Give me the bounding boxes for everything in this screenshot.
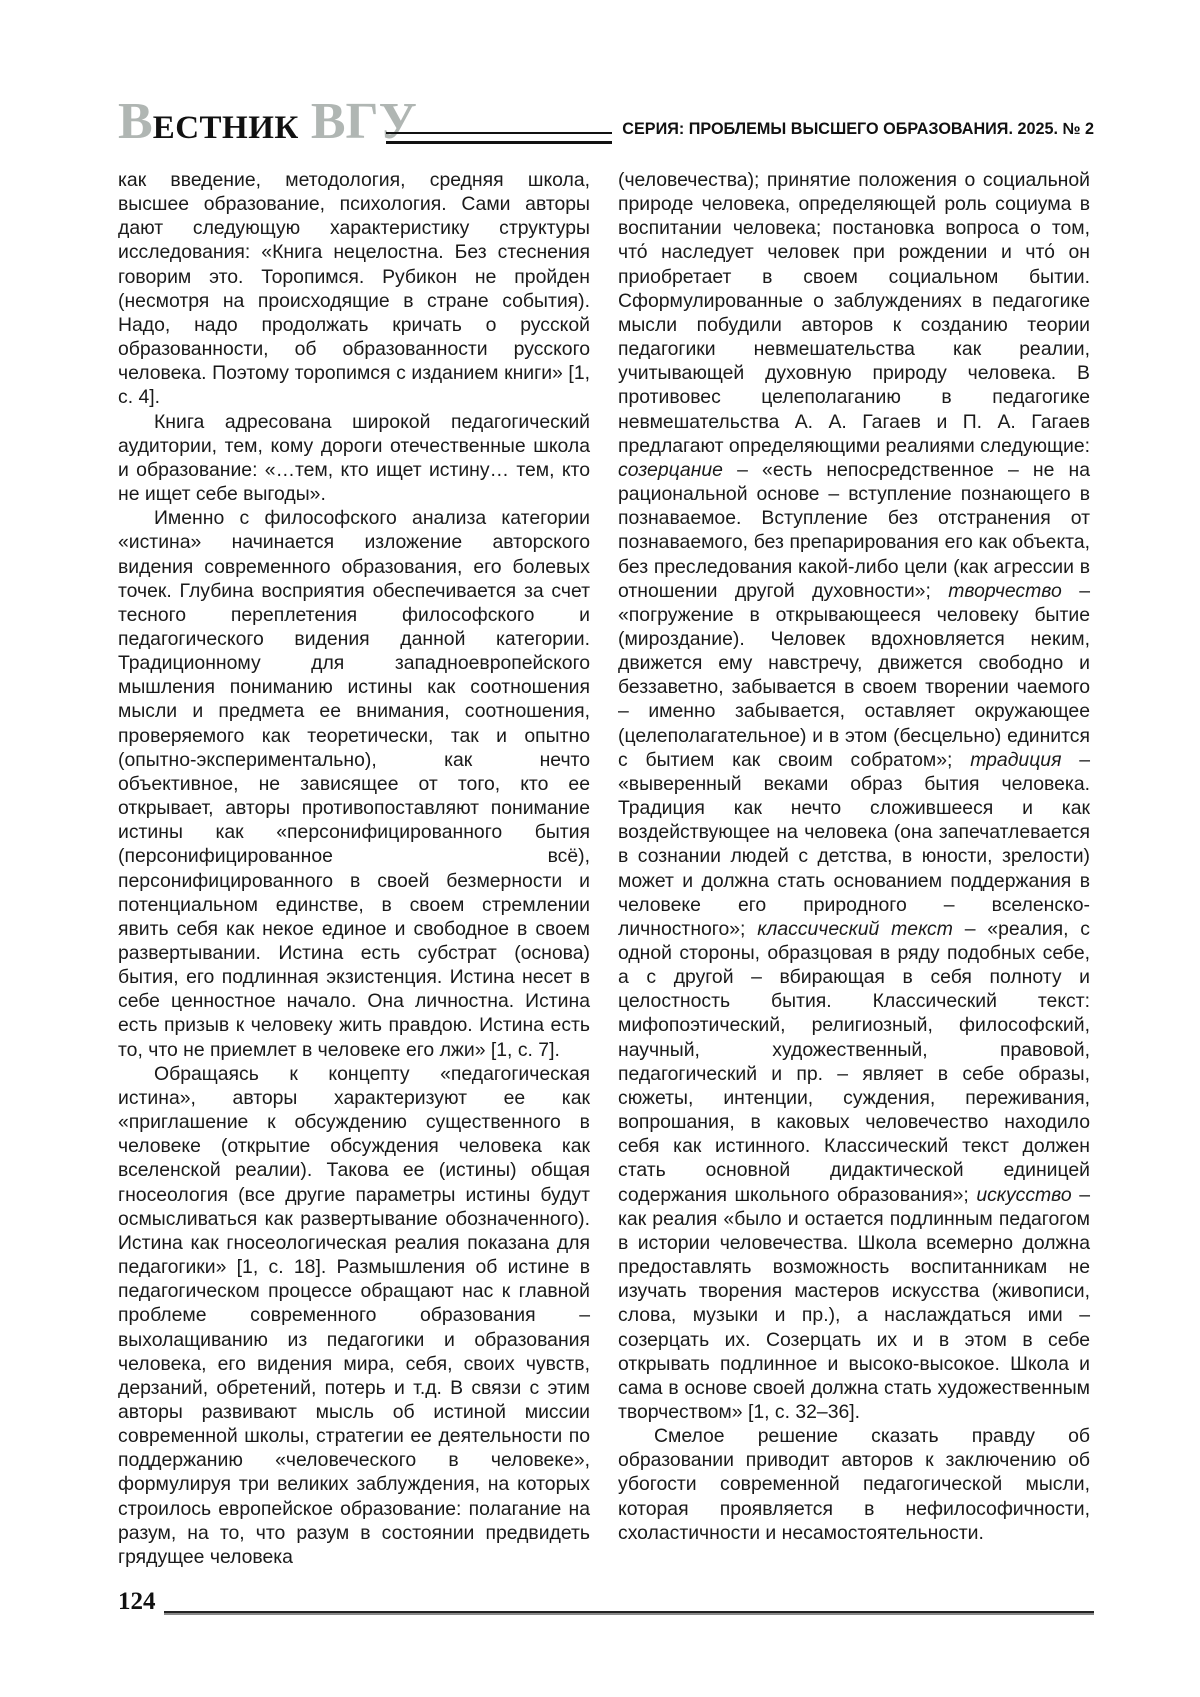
paragraph: Именно с философского анализа категории «истина» начинается изложение авторского видения современного образования, его болевых точек. Глубина восприятия обеспечивается за счет тесного переплетения философского и педагогического видения данной категории. Традиционному для западноевропейского мышления пониманию истины как соотношения мысли и предмета ее внимания, соотношения, проверяемого как теоретически, так и опытно (опытно-экспериментально), как нечто объективное, не зависящее от того, кто ее открывает, авторы противопоставляют понимание истины как «персонифицированного бытия (персонифицированное всё), персонифицированного в своей безмерности и потенциальном единстве, в своем стремлении явить себя как некое единое и свободное в своем развертывании. Истина есть субстрат (основа) бытия, его подлинная экзистенция. Истина несет в себе ценностное начало. Она личностна. Истина есть призыв к человеку жить правдою. Истина есть то, что не приемлет в человеке его лжи» [1, с. 7]. xyxy=(118,507,590,1061)
journal-logo xyxy=(118,93,417,150)
page-number: 124 xyxy=(118,1588,156,1615)
header-rule xyxy=(386,132,612,144)
text-run: – «погружение в открывающееся человеку бытие (мироздание). Человек вдохновляется неким, движется ему навстречу, движется свободно и беззаветно, забывается в своем творении чаемого – именно забывается, оставляет окружающее (целеполагательное) и в этом (бесцельно) единится с бытием как своим собратом»; xyxy=(618,579,1090,771)
footer-rule xyxy=(164,1611,1094,1613)
series-title: СЕРИЯ: ПРОБЛЕМЫ ВЫСШЕГО ОБРАЗОВАНИЯ. 2025. № 2 xyxy=(622,120,1094,138)
left-column xyxy=(118,168,590,1569)
text-run: – как реалия «было и остается подлинным педагогом в истории человечества. Школа всемерно должна предоставлять возможность воспитанникам не изучать творения мастеров искусства (живописи, слова, музыки и пр.), а наслаждаться ими – созерцать их. Созерцать их и в этом в себе открывать подлинное и высоко-высокое. Школа и сама в основе своей должна стать художественным творчеством» [1, с. 32–36]. xyxy=(618,1183,1090,1423)
paragraph xyxy=(618,168,1090,1424)
term-italic: искусство xyxy=(976,1183,1072,1206)
running-header xyxy=(118,93,1094,150)
right-column xyxy=(618,168,1090,1545)
logo-abbr: ВГУ xyxy=(310,93,417,150)
paragraph: Обращаясь к концепту «педагогическая истина», авторы характеризуют ее как «приглашение к обсуждению существенного в человеке (открытие обсуждения человека как вселенской реалии). Такова ее (истины) общая гносеология (все другие параметры истины будут осмысливаться как развертывание обозначенного). Истина как гносеологическая реалия показана для педагогики» [1, с. 18]. Размышления об истине в педагогическом процессе обращают нас к главной проблеме современного образования – выхолащиванию из педагогики и образования человека, его видения мира, себя, своих чувств, дерзаний, обретений, потерь и т.д. В связи с этим авторы развивают мысль об истиной миссии современной школы, стратегии ее деятельности по поддержанию «человеческого в человеке», формулируя три великих заблуждения, на которых строилось европейское образование: полагание на разум, на то, что разум в состоянии предвидеть грядущее человека xyxy=(118,1062,590,1568)
logo-initial: В xyxy=(118,93,153,150)
term-italic: созерцание xyxy=(618,458,723,481)
paragraph: Книга адресована широкой педагогический аудитории, тем, кому дороги отечественные школа и образование: «…тем, кто ищет истину… тем, кто не ищет себе выгоды». xyxy=(118,410,590,506)
term-italic: творчество xyxy=(948,579,1062,602)
text-run: – «реалия, с одной стороны, образцовая в ряду подобных себе, а с другой – вбирающая в себя полноту и целостность бытия. Классический текст: мифопоэтический, религиозный, философский, научный, художественный, правовой, педагогический и пр. – являет в себе образы, сюжеты, интенции, суждения, переживания, вопрошания, в каковых человечество находило себя как истинного. Классический текст должен стать основной дидактической единицей содержания школьного образования»; xyxy=(618,917,1090,1206)
text-run: (человечества); принятие положения о социальной природе человека, определяющей роль социума в воспитании человека; постановка вопроса о том, что́ наследует человек при рождении и что́ он приобретает в своем социальном бытии. Сформулированные о заблуждениях в педагогике мысли побудили авторов к созданию теории педагогики невмешательства как реалии, учитывающей духовную природу человека. В противовес целеполаганию в педагогике невмешательства А. А. Гагаев и П. А. Гагаев предлагают определяющими реалиями следующие: xyxy=(618,169,1090,457)
text-run: – «выверенный веками образ бытия человека. Традиция как нечто сложившееся и как воздействующее на человека (она запечатлевается в сознании людей с детства, в юности, зрелости) может и должна стать основанием поддержания в человеке его природного – вселенско-личностного»; xyxy=(618,748,1090,940)
text-run: – «есть непосредственное – не на рациональной основе – вступление познающего в познаваемое. Вступление без отстранения от познаваемого, без препарирования его как объекта, без преследования какой-либо цели (как агрессии в отношении другой духовности»; xyxy=(618,458,1090,602)
page-footer xyxy=(118,1588,1094,1618)
term-italic: традиция xyxy=(970,748,1062,771)
paragraph: Смелое решение сказать правду об образовании приводит авторов к заключению об убогости современной педагогической мысли, которая проявляется в нефилософичности, схоластичности и несамостоятельности. xyxy=(618,1425,1090,1544)
logo-word: ЕСТНИК xyxy=(152,110,299,146)
term-italic: классический текст xyxy=(757,917,953,940)
paragraph: как введение, методология, средняя школа, высшее образование, психология. Сами авторы дают следующую характеристику структуры исследования: «Книга нецелостна. Без стеснения говорим это. Торопимся. Рубикон не пройден (несмотря на происходящие в стране события). Надо, надо продолжать кричать о русской образованности, об образованности русского человека. Поэтому торопимся с изданием книги» [1, с. 4]. xyxy=(118,169,590,409)
